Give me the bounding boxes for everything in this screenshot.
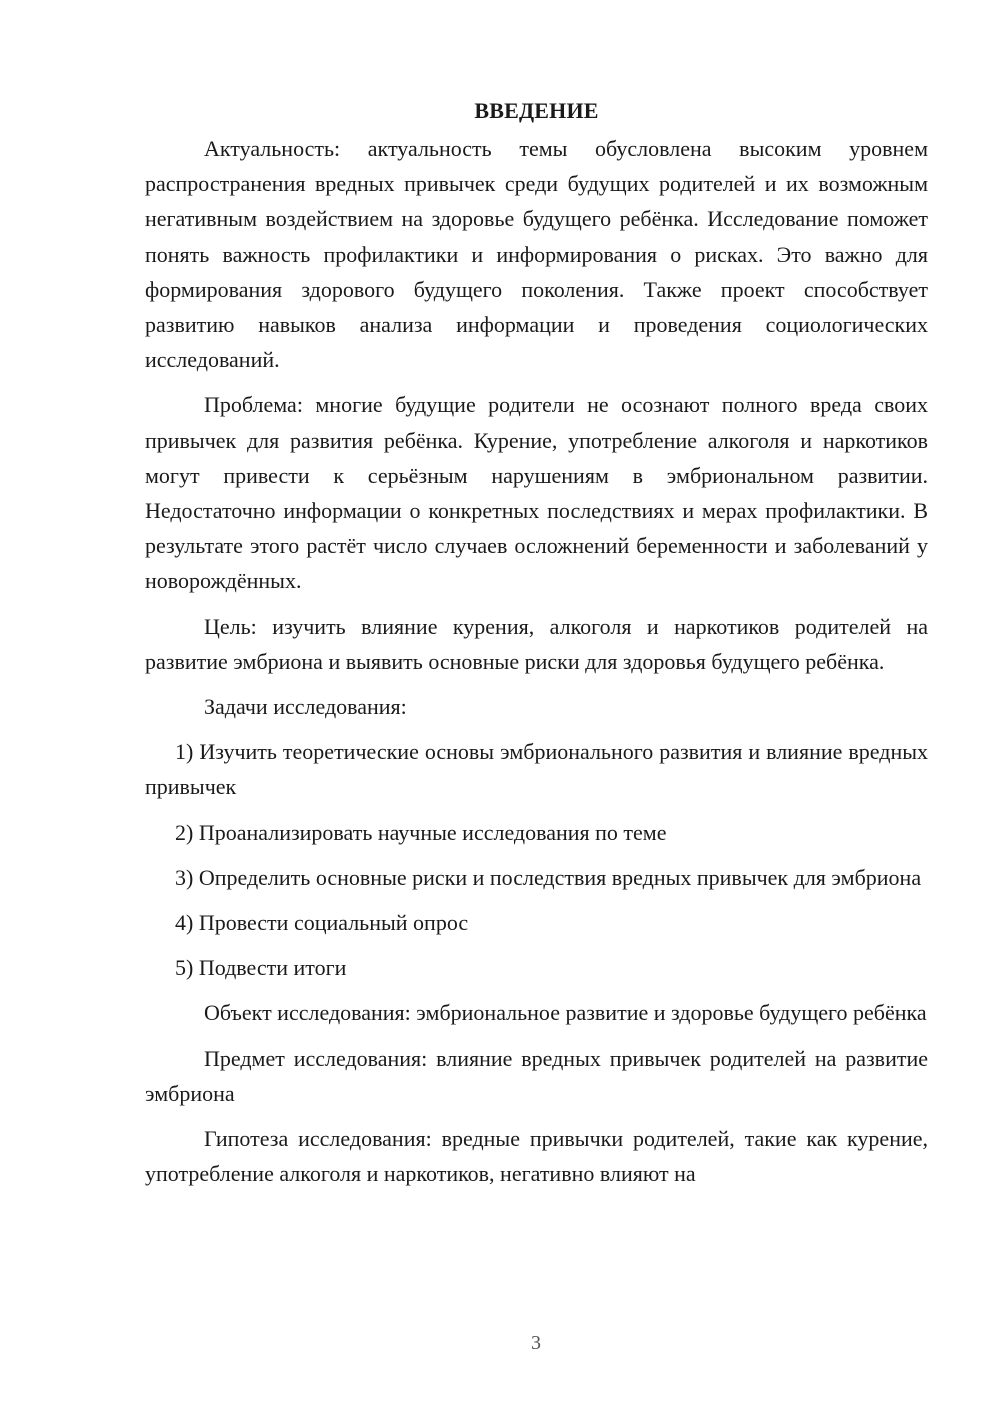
list-item: 5) Подвести итоги xyxy=(175,955,347,981)
list-item: 1) Изучить теоретические основы эмбрионального развития и влияние вредных привычек xyxy=(145,739,928,800)
object-paragraph: Объект исследования: эмбриональное развитие и здоровье будущего ребёнка xyxy=(204,1000,927,1026)
tasks-heading: Задачи исследования: xyxy=(204,694,407,720)
tasks-list xyxy=(145,734,928,985)
subject-paragraph: Предмет исследования: влияние вредных привычек родителей на развитие эмбриона xyxy=(145,1045,928,1106)
list-item: 3) Определить основные риски и последствия вредных привычек для эмбриона xyxy=(175,864,922,890)
page-number: 3 xyxy=(531,1332,541,1354)
goal-paragraph: Цель: изучить влияние курения, алкоголя и наркотиков родителей на развитие эмбриона и выявить основные риски для здоровья будущего ребёнка. xyxy=(145,613,928,674)
section-heading: ВВЕДЕНИЕ xyxy=(474,98,599,123)
list-item: 2) Проанализировать научные исследования по теме xyxy=(175,819,667,845)
list-item: 4) Провести социальный опрос xyxy=(175,910,469,936)
relevance-paragraph: Актуальность: актуальность темы обусловлена высоким уровнем распространения вредных привычек среди будущих родителей и их возможным негативным воздействием на здоровье будущего ребёнка. Исследование поможет понять важность профилактики и информирования о рисках. Это важно для формирования здорового будущего поколения. Также проект способствует развитию навыков анализа информации и проведения социологических исследований. xyxy=(145,136,928,373)
problem-paragraph: Проблема: многие будущие родители не осознают полного вреда своих привычек для развития ребёнка. Курение, употребление алкоголя и наркотиков могут привести к серьёзным нарушениям в эмбриональном развитии. Недостаточно информации о конкретных последствиях и мерах профилактики. В результате этого растёт число случаев осложнений беременности и заболеваний у новорождённых. xyxy=(145,392,928,594)
document-page xyxy=(145,93,928,1191)
hypothesis-paragraph: Гипотеза исследования: вредные привычки родителей, такие как курение, употребление алкоголя и наркотиков, негативно влияют на xyxy=(145,1126,928,1187)
